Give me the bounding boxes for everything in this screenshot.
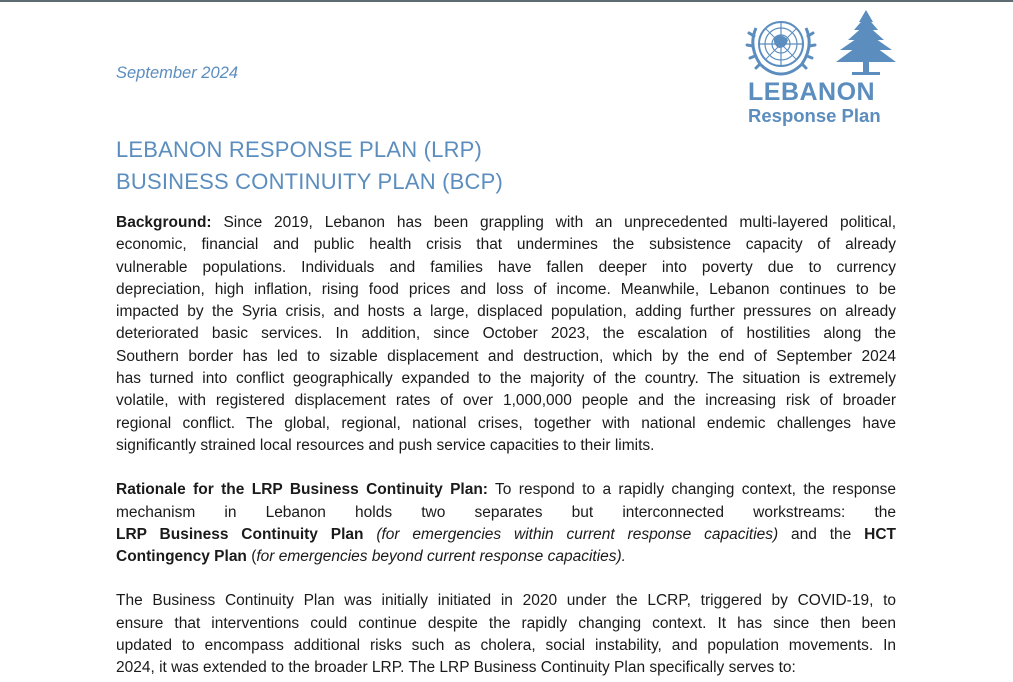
top-rule [0, 0, 1013, 2]
text-line: significantly strained local resources and push service capacities to their limits. [116, 436, 655, 454]
logo-emblems [744, 8, 904, 80]
text-line: mechanism in Lebanon holds two separates but interconnected workstreams: the [116, 503, 896, 521]
title-line-1: LEBANON RESPONSE PLAN (LRP) [116, 137, 483, 162]
background-paragraph [116, 212, 896, 457]
text-line: ensure that interventions could continue despite the rapidly changing context. It has since then been [116, 614, 896, 632]
un-emblem-icon [747, 22, 815, 74]
text-line: deteriorated basic services. In addition, since October 2023, the escalation of hostilities along the [116, 325, 896, 343]
background-heading: Background: [116, 214, 212, 231]
text-line: Contingency Plan (for emergencies beyond current response capacities). [116, 548, 626, 566]
document-title [116, 134, 503, 198]
text-line: has turned into conflict geographically expanded to the majority of the country. The situation is extremely [116, 370, 896, 388]
text-line: volatile, with registered displacement rates of over 1,000,000 people and the increasing risk of broader [116, 392, 896, 410]
text-line: depreciation, high inflation, rising food prices and loss of income. Meanwhile, Lebanon continues to be [116, 280, 896, 298]
hct-label: HCT [864, 525, 896, 543]
rationale-heading: Rationale for the LRP Business Continuity Plan: [116, 481, 488, 499]
text-line: LRP Business Continuity Plan (for emergencies within current response capacities) and the HCT [116, 525, 896, 543]
history-paragraph [116, 590, 896, 679]
text-line: regional conflict. The global, regional, national crises, together with national endemic challenges have [116, 414, 896, 432]
text-line: economic, financial and public health crisis that undermines the subsistence capacity of already [116, 236, 896, 254]
document-body [116, 212, 896, 680]
text-line: 2024, it was extended to the broader LRP. The LRP Business Continuity Plan specifically serves to: [116, 659, 796, 677]
text-line: updated to encompass additional risks such as cholera, social instability, and population movements. In [116, 637, 896, 655]
text-line: Rationale for the LRP Business Continuity Plan: To respond to a rapidly changing context, the response [116, 481, 897, 499]
document-date: September 2024 [116, 64, 239, 82]
lebanon-response-plan-logo [744, 8, 904, 126]
text-line: The Business Continuity Plan was initially initiated in 2020 under the LCRP, triggered by COVID-19, to [116, 592, 896, 610]
logo-title: LEBANON [748, 78, 876, 106]
title-line-2: BUSINESS CONTINUITY PLAN (BCP) [116, 169, 503, 194]
bcp-label: LRP Business Continuity Plan [116, 525, 364, 543]
text-line: Southern border has led to sizable displacement and destruction, which by the end of September 2024 [116, 347, 896, 365]
logo-subtitle: Response Plan [748, 105, 881, 126]
text-line: vulnerable populations. Individuals and families have fallen deeper into poverty due to currency [116, 258, 896, 276]
rationale-paragraph [116, 479, 896, 568]
text-line: impacted by the Syria crisis, and hosts a large, displaced population, adding further pressures on already [116, 303, 896, 321]
cedar-tree-icon [836, 10, 896, 75]
text-line: Background: Since 2019, Lebanon has been grappling with an unprecedented multi-layered political, [116, 214, 896, 231]
